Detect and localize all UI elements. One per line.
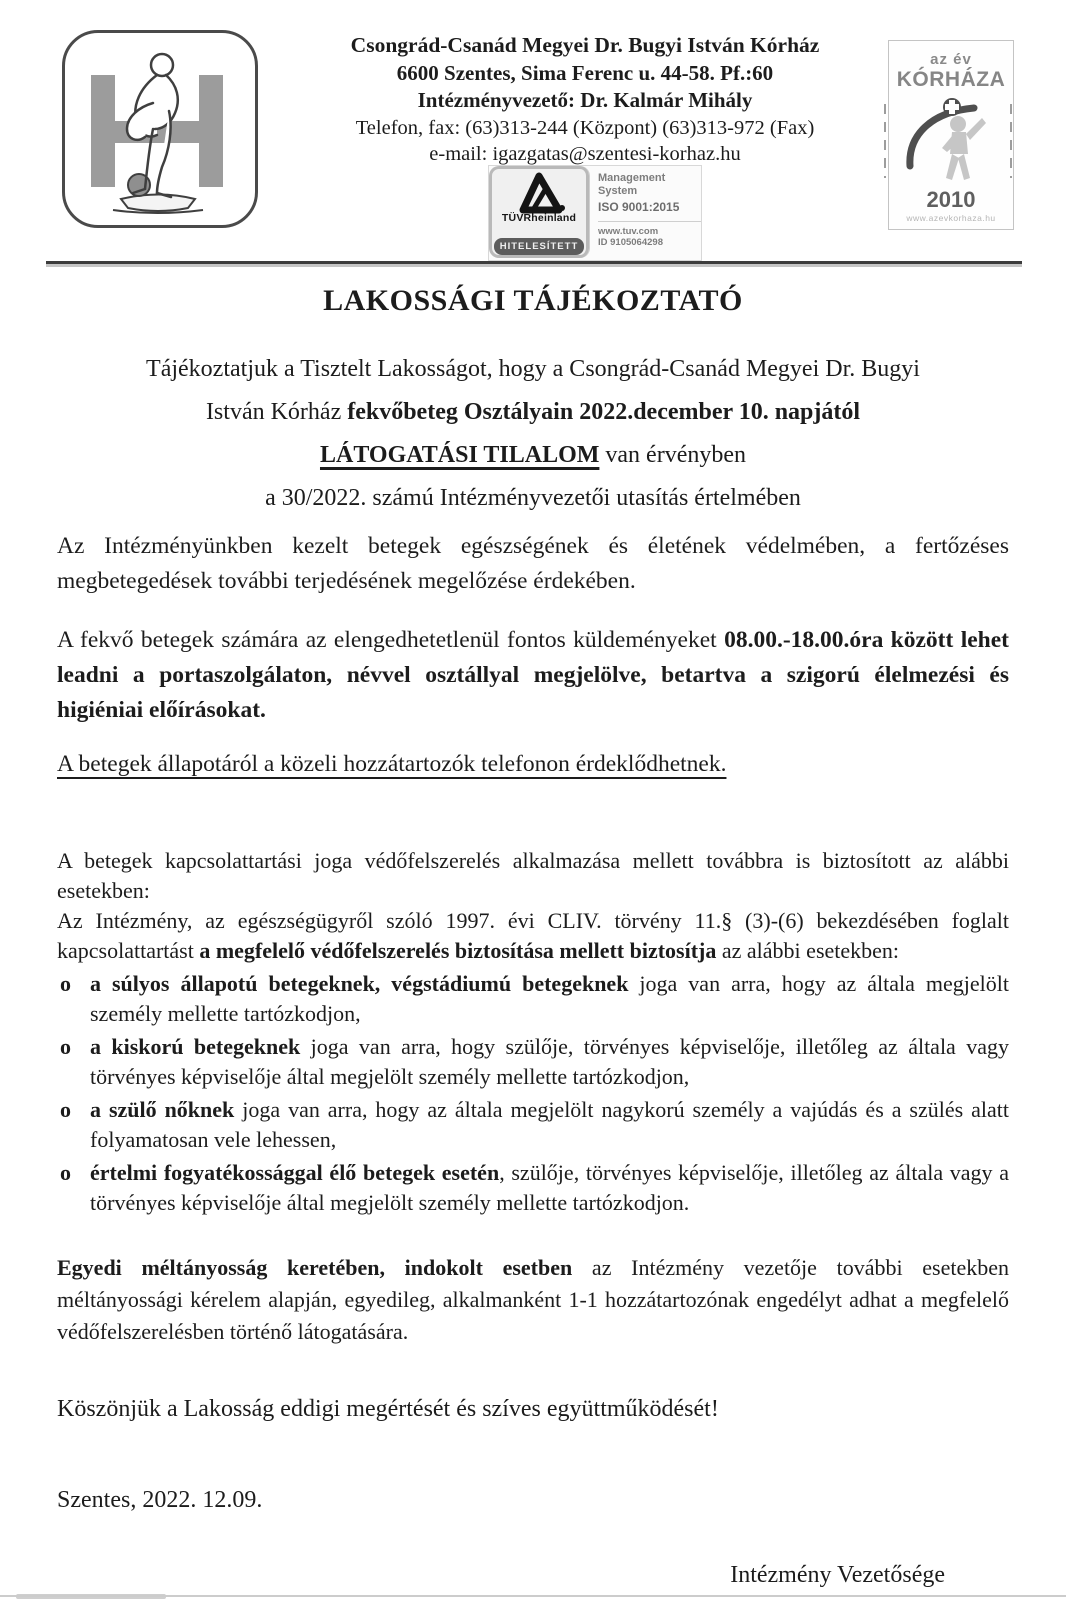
tuv-logo-square	[489, 166, 590, 258]
tuv-management-line2: System	[598, 184, 638, 197]
award-url: www.azevkorhaza.hu	[906, 213, 996, 223]
hospital-h-statue-icon	[65, 33, 249, 219]
bullet-text	[90, 1032, 1009, 1092]
visiting-ban-text: LÁTOGATÁSI TILALOM	[319, 442, 600, 468]
tuv-iso-text: ISO 9001:2015	[598, 200, 680, 215]
hospital-name: Csongrád-Csanád Megyei Dr. Bugyi István Kórház	[350, 33, 820, 57]
rights-bullet-list	[57, 969, 1009, 1218]
hospital-address: 6600 Szentes, Sima Ferenc u. 44-58. Pf.:60	[396, 60, 774, 85]
bullet-rest: joga van arra, hogy az általa megjelölt nagykorú személy a vajúdás és a szülés alatt folyamatosan vele lehessen,	[90, 1097, 1010, 1152]
person-figure-icon	[942, 116, 986, 180]
bullet-marker: o	[60, 1160, 71, 1185]
bullet-text	[90, 1158, 1009, 1218]
intro-line2-bold: fekvőbeteg Osztályain 2022.december 10. napjától	[347, 399, 861, 425]
list-item	[57, 969, 1009, 1029]
parcels-bold-text: 08.00.-18.00.óra között lehet leadni a portaszolgálaton, névvel osztállyal megjelölve, betartva a szigorú élelmezési és higiéniai előírásokat.	[57, 627, 1009, 723]
list-item	[57, 1032, 1009, 1092]
hospital-of-the-year-badge	[888, 40, 1014, 230]
phone-info-paragraph	[57, 747, 1009, 782]
signature-line: Intézmény Vezetősége	[730, 1562, 945, 1588]
tuv-certification-logo	[488, 165, 702, 261]
bullet-bold: a szülő nőknek	[90, 1097, 235, 1122]
email-line: e-mail: igazgatas@szentesi-korhaz.hu	[429, 143, 741, 166]
bullet-marker: o	[60, 1097, 71, 1122]
scan-artifact-bottom-line	[0, 1595, 1066, 1597]
intro-line2-normal: István Kórház	[205, 399, 348, 425]
intro-line-3	[57, 434, 1009, 477]
bullet-marker: o	[60, 971, 71, 996]
header-rule	[46, 261, 1022, 264]
badge-left-dash	[884, 104, 886, 178]
list-item	[57, 1158, 1009, 1218]
tuv-sub-block	[598, 221, 701, 248]
tuv-certified-banner: HITELESÍTETT	[494, 238, 584, 255]
bullet-text	[90, 1095, 1009, 1155]
document-body	[57, 276, 1009, 1593]
intro-line-1: Tájékoztatjuk a Tisztelt Lakosságot, hogy a Csongrád-Csanád Megyei Dr. Bugyi	[146, 356, 920, 382]
discretion-rest-text: az Intézmény vezetője további esetekben méltányossági kérelem alapján, egyedileg, alkalmanként 1-1 hozzátartozónak engedélyt adhat a megfelelő védőfelszerelésben történő látogatására.	[57, 1255, 1009, 1344]
hospital-logo	[62, 30, 258, 228]
director-line: Intézményvezető: Dr. Kalmár Mihály	[417, 88, 753, 113]
date-place-line: Szentes, 2022. 12.09.	[57, 1487, 263, 1513]
award-year: 2010	[926, 187, 976, 212]
law-normal-text-1: Az Intézmény, az egészségügyről szóló 1997. évi CLIV. törvény 11.§ (3)-(6) bekezdésében foglalt kapcsolattartást	[57, 908, 1009, 963]
tuv-triangle-icon	[513, 170, 565, 214]
legal-section	[57, 846, 1009, 1348]
bullet-text	[90, 969, 1009, 1029]
parcels-normal-text: A fekvő betegek számára az elengedhetetlenül fontos küldeményeket	[57, 627, 725, 653]
thanks-paragraph: Köszönjük a Lakosság eddigi megértését és szíves együttműködését!	[57, 1396, 719, 1422]
phone-info-underlined: A betegek állapotáról a közeli hozzátartozók telefonon érdeklődhetnek.	[57, 751, 727, 777]
award-top-text: az év	[930, 51, 972, 68]
bullet-bold: értelmi fogyatékossággal élő betegek esetén	[90, 1160, 500, 1185]
bullet-bold: a kiskorú betegeknek	[90, 1034, 301, 1059]
award-figure-icon	[896, 92, 1006, 184]
intro-line-4: a 30/2022. számú Intézményvezetői utasítás értelmében	[265, 485, 801, 511]
list-item	[57, 1095, 1009, 1155]
parcels-paragraph	[57, 623, 1009, 728]
page-title: LAKOSSÁGI TÁJÉKOZTATÓ	[323, 284, 743, 317]
letterhead-text	[300, 32, 870, 168]
tuv-url-text: www.tuv.com	[598, 226, 659, 238]
intro-line3-normal: van érvényben	[599, 442, 747, 468]
bullet-bold: a súlyos állapotú betegeknek, végstádiumú betegeknek	[90, 971, 629, 996]
tuv-brand-text: TÜVRheinland	[501, 212, 577, 224]
bullet-rest: , szülője, törvényes képviselője, illetőleg az általa vagy a törvényes képviselője által megjelölt személy mellette tartózkodjon.	[90, 1160, 1009, 1215]
bullet-rest: joga van arra, hogy szülője, törvényes képviselője, illetőleg az általa vagy törvényes képviselője által megjelölt személy mellette tartózkodjon,	[90, 1034, 1009, 1089]
letterhead	[0, 0, 1066, 266]
law-paragraph	[57, 906, 1009, 966]
tuv-id-text: ID 9105064298	[598, 237, 663, 249]
protection-paragraph: Az Intézményünkben kezelt betegek egészségének és életének védelmében, a fertőzéses megbetegedések további terjedésének megelőzése érdekében.	[57, 533, 1009, 594]
tuv-info	[590, 166, 701, 260]
intro-line-2	[57, 391, 1009, 434]
discretion-paragraph	[57, 1252, 1009, 1348]
cross-icon	[943, 98, 961, 116]
law-bold-text: a megfelelő védőfelszerelés biztosítása mellett biztosítja	[199, 938, 717, 963]
bullet-marker: o	[60, 1034, 71, 1059]
intro-paragraph	[57, 348, 1009, 520]
law-normal-text-2: az alábbi esetekben:	[716, 938, 900, 963]
phone-line: Telefon, fax: (63)313-244 (Központ) (63)313-972 (Fax)	[355, 116, 815, 139]
badge-right-dash	[1010, 104, 1012, 178]
award-name-text: KÓRHÁZA	[896, 68, 1006, 91]
contact-rights-paragraph: A betegek kapcsolattartási joga védőfelszerelés alkalmazása mellett továbbra is biztosított az alábbi esetekben:	[57, 848, 1009, 903]
bullet-rest: joga van arra, hogy az általa megjelölt személy mellette tartózkodjon,	[90, 971, 1009, 1026]
tuv-management-line1: Management	[598, 172, 666, 184]
discretion-bold-text: Egyedi méltányosság keretében, indokolt esetben	[57, 1255, 573, 1280]
